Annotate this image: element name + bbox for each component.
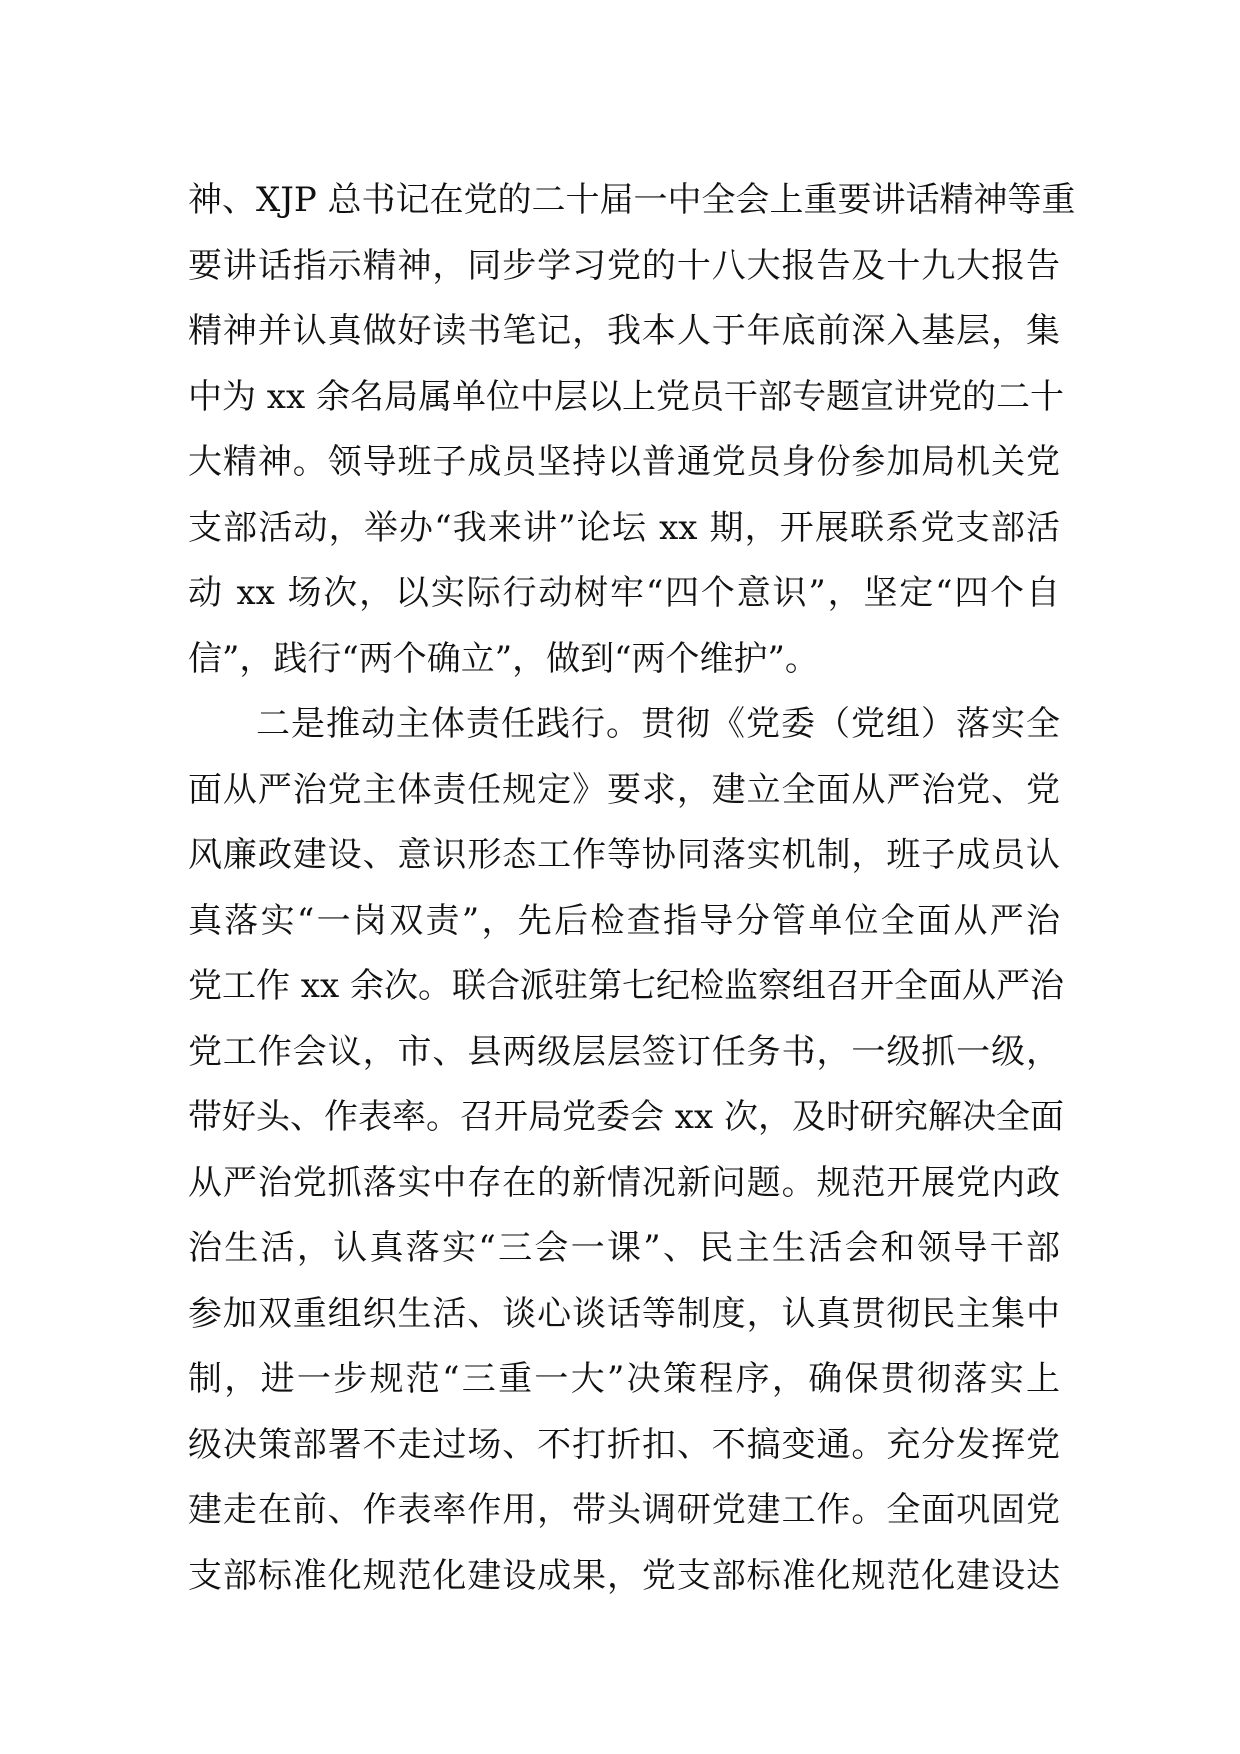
text-line: 支部标准化规范化建设成果，党支部标准化规范化建设达: [188, 1555, 1060, 1596]
text-line: 中为 xx 余名局属单位中层以上党员干部专题宣讲党的二十: [188, 376, 1064, 417]
text-line: 二是推动主体责任践行。贯彻《党委（党组）落实全: [256, 704, 1060, 744]
text-line: 动 xx 场次，以实际行动树牢“四个意识”，坚定“四个自: [188, 573, 1060, 613]
text-line: 从严治党抓落实中存在的新情况新问题。规范开展党内政: [188, 1162, 1060, 1203]
text-line: 支部活动，举办“我来讲”论坛 xx 期，开展联系党支部活: [188, 507, 1060, 548]
text-line: 制，进一步规范“三重一大”决策程序，确保贯彻落实上: [188, 1359, 1060, 1399]
text-line: 治生活，认真落实“三会一课”、民主生活会和领导干部: [188, 1228, 1060, 1268]
text-line: 真落实“一岗双责”，先后检查指导分管单位全面从严治: [188, 900, 1060, 941]
paragraph-2: [188, 692, 1064, 1609]
text-line: 带好头、作表率。召开局党委会 xx 次，及时研究解决全面: [188, 1097, 1064, 1137]
text-line: 面从严治党主体责任规定》要求，建立全面从严治党、党: [188, 769, 1060, 810]
text-line: 信”，践行“两个确立”，做到“两个维护”。: [188, 638, 819, 679]
text-line: 级决策部署不走过场、不打折扣、不搞变通。充分发挥党: [188, 1424, 1060, 1465]
text-line: 神、XJP 总书记在党的二十届一中全会上重要讲话精神等重: [188, 180, 1076, 220]
text-line: 风廉政建设、意识形态工作等协同落实机制，班子成员认: [188, 835, 1060, 875]
paragraph-1: [188, 168, 1076, 692]
text-line: 党工作会议，市、县两级层层签订任务书，一级抓一级，: [188, 1031, 1060, 1072]
document-body: [188, 168, 1076, 1609]
text-line: 党工作 xx 余次。联合派驻第七纪检监察组召开全面从严治: [188, 966, 1064, 1006]
text-line: 要讲话指示精神，同步学习党的十八大报告及十九大报告: [188, 245, 1060, 286]
text-line: 精神并认真做好读书笔记，我本人于年底前深入基层，集: [188, 311, 1060, 351]
text-line: 大精神。领导班子成员坚持以普通党员身份参加局机关党: [188, 442, 1060, 482]
text-line: 建走在前、作表率作用，带头调研党建工作。全面巩固党: [188, 1490, 1060, 1530]
text-line: 参加双重组织生活、谈心谈话等制度，认真贯彻民主集中: [188, 1293, 1060, 1334]
